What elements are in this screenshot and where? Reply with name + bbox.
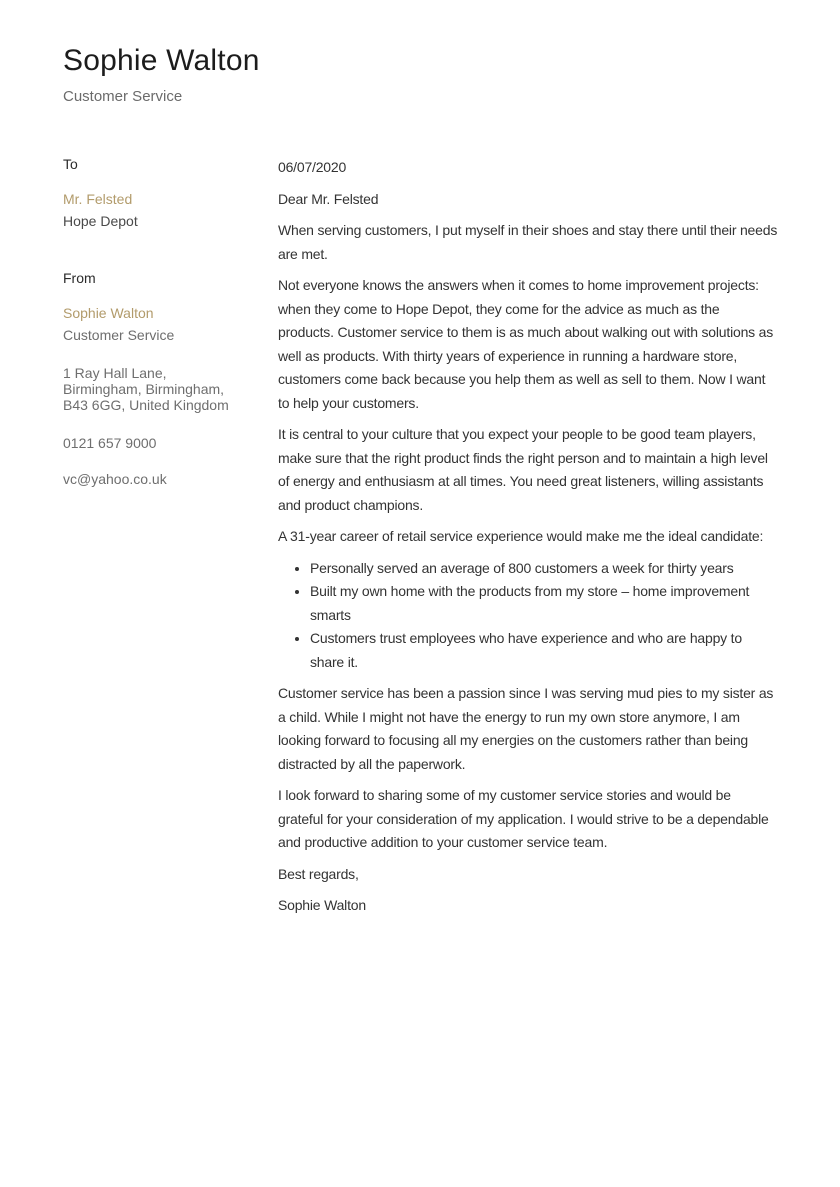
document-header bbox=[63, 43, 778, 106]
letter-paragraph: A 31-year career of retail service experience would make me the ideal candidate: bbox=[278, 528, 764, 544]
letter-sign-off: Best regards, bbox=[278, 865, 359, 882]
letter-paragraph: Not everyone knows the answers when it comes to home improvement projects: when they come to Hope Depot, they come for the advice as much as the products. Customer service to them is as much about walking out with solutions as well as products. With thirty years of experience in running a hardware store, customers come back because you help them as well as sell to them. Now I want to help your customers. bbox=[278, 277, 774, 411]
contact-sidebar bbox=[63, 156, 278, 487]
letter-date: 06/07/2020 bbox=[278, 159, 347, 175]
sender-email: vc@yahoo.co.uk bbox=[63, 471, 167, 487]
candidate-name: Sophie Walton bbox=[63, 44, 260, 77]
letter-salutation: Dear Mr. Felsted bbox=[278, 190, 379, 207]
to-label: To bbox=[63, 156, 78, 172]
bullet-item: • Built my own home with the products from my store – home improvement smarts bbox=[310, 580, 778, 627]
letter-paragraph: I look forward to sharing some of my customer service stories and would be grateful for your consideration of my application. I would strive to be a dependable and productive addition to your customer service team. bbox=[278, 787, 769, 850]
letter-paragraph: Customer service has been a passion since I was serving mud pies to my sister as a child. While I might not have the energy to run my own store anymore, I am looking forward to focusing all my energies on the customers rather than being distracted by all the paperwork. bbox=[278, 685, 774, 772]
sender-job-title: Customer Service bbox=[63, 327, 175, 343]
letter-paragraph: When serving customers, I put myself in their shoes and stay there until their needs are met. bbox=[278, 222, 778, 262]
bullet-item: • Customers trust employees who have experience and who are happy to share it. bbox=[310, 627, 778, 674]
from-label: From bbox=[63, 270, 96, 286]
letter-body bbox=[278, 156, 778, 918]
sender-name: Sophie Walton bbox=[63, 305, 154, 321]
bullet-item: • Personally served an average of 800 customers a week for thirty years bbox=[310, 557, 778, 581]
sender-address: 1 Ray Hall Lane, Birmingham, Birmingham, B43 6GG, United Kingdom bbox=[63, 365, 229, 413]
letter-bullet-list bbox=[278, 557, 778, 675]
letter-paragraph: It is central to your culture that you expect your people to be good team players, make sure that the right product finds the right person and to maintain a high level of energy and enthusiasm at all times. You need great listeners, willing assistants and product champions. bbox=[278, 426, 768, 513]
recipient-company: Hope Depot bbox=[63, 213, 138, 229]
content-columns bbox=[63, 156, 778, 918]
candidate-job-title: Customer Service bbox=[63, 88, 183, 105]
sender-phone: 0121 657 9000 bbox=[63, 435, 157, 451]
letter-signature: Sophie Walton bbox=[278, 897, 366, 913]
recipient-name: Mr. Felsted bbox=[63, 191, 133, 207]
